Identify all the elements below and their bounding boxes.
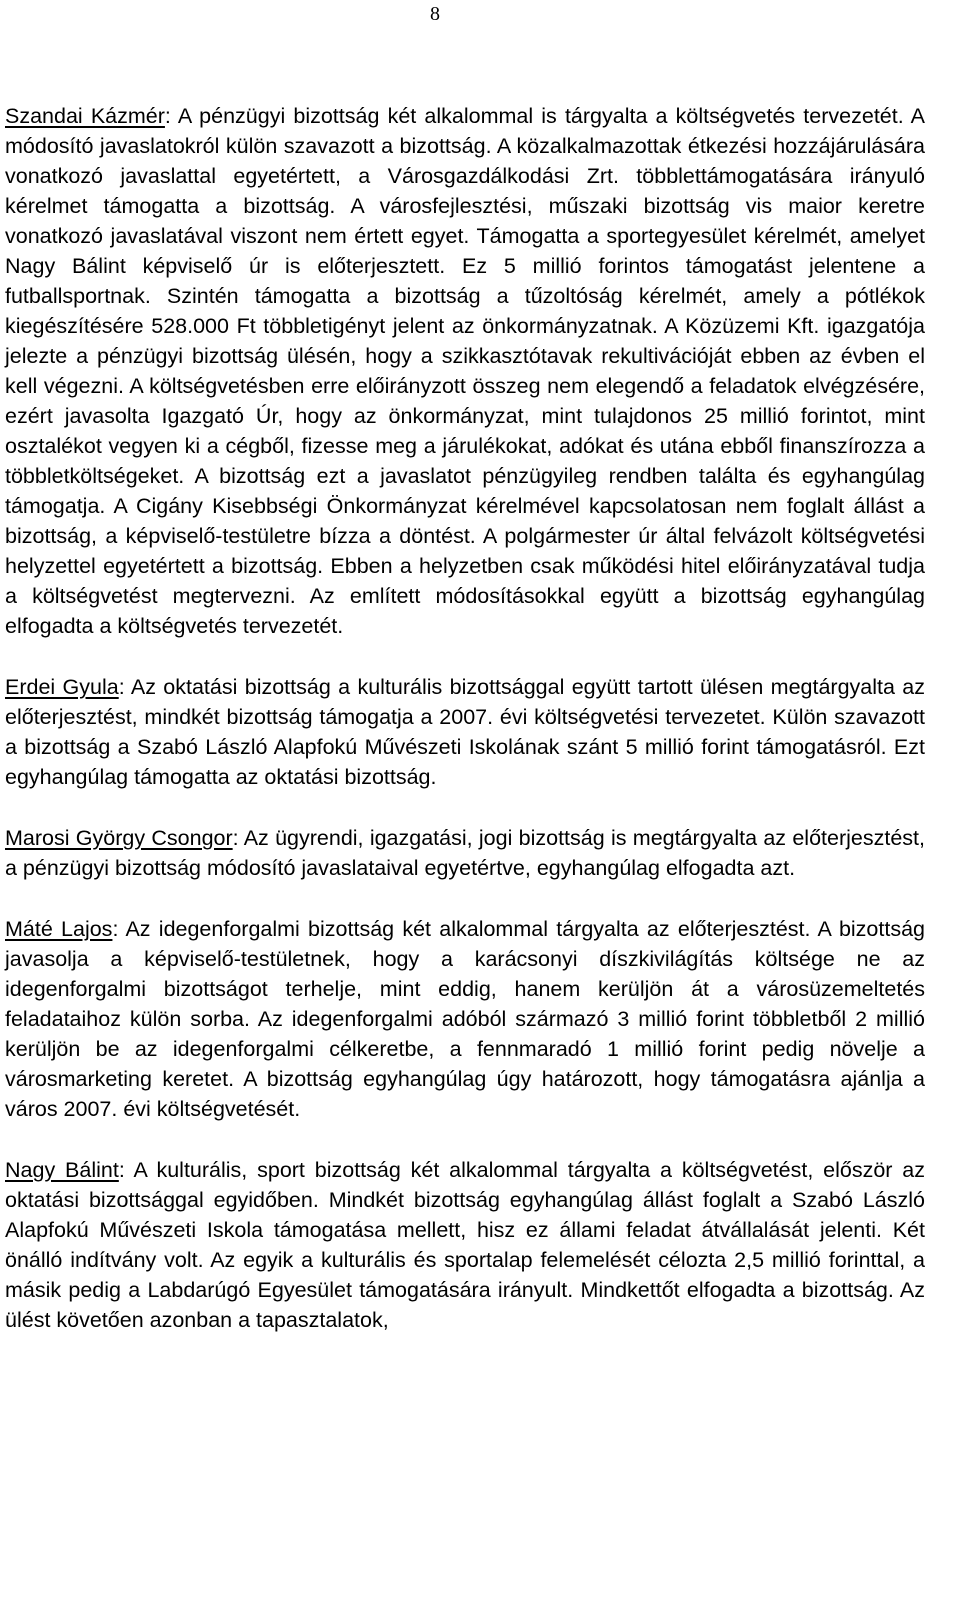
paragraph-mate-lajos <box>5 914 925 1124</box>
speaker-name: Erdei Gyula <box>5 675 119 699</box>
paragraph-szandai-kazmer <box>5 101 925 641</box>
paragraph-erdei-gyula <box>5 672 925 792</box>
paragraph-text: : Az oktatási bizottság a kulturális bizottsággal együtt tartott ülésen megtárgyalta az előterjesztést, mindkét bizottság támogatja a 2007. évi költségvetési tervezetet. Külön szavazott a bizottság a Szabó László Alapfokú Művészeti Iskolának szánt 5 millió forint támogatásról. Ezt egyhangúlag támogatta az oktatási bizottság. <box>5 675 925 789</box>
paragraph-marosi-gyorgy-csongor <box>5 823 925 883</box>
document-body <box>5 101 925 1366</box>
speaker-name: Nagy Bálint <box>5 1158 119 1182</box>
paragraph-nagy-balint <box>5 1155 925 1335</box>
paragraph-text: : Az idegenforgalmi bizottság két alkalommal tárgyalta az előterjesztést. A bizottság javasolja a képviselő-testületnek, hogy a karácsonyi díszkivilágítás költsége ne az idegenforgalmi bizottságot terhelje, mint eddig, hanem kerüljön át a városüzemeltetés feladataihoz külön sorba. Az idegenforgalmi adóból származó 3 millió forint többletből 2 millió kerüljön be az idegenforgalmi célkeretbe, a fennmaradó 1 millió forint pedig növelje a városmarketing keretet. A bizottság egyhangúlag úgy határozott, hogy támogatásra ajánlja a város 2007. évi költségvetését. <box>5 917 926 1121</box>
paragraph-text: : A kulturális, sport bizottság két alkalommal tárgyalta a költségvetést, először az oktatási bizottsággal egyidőben. Mindkét bizottság egyhangúlag állást foglalt a Szabó László Alapfokú Művészeti Iskola támogatása mellett, hisz ez állami feladat átvállalását jelenti. Két önálló indítvány volt. Az egyik a kulturális és sportalap felemelését célozta 2,5 millió forinttal, a másik pedig a Labdarúgó Egyesület támogatására irányult. Mindkettőt elfogadta a bizottság. Az ülést követően azonban a tapasztalatok, <box>5 1158 926 1332</box>
paragraph-text: : A pénzügyi bizottság két alkalommal is tárgyalta a költségvetés tervezetét. A módosító javaslatokról külön szavazott a bizottság. A közalkalmazottak étkezési hozzájárulására vonatkozó javaslattal egyetértett, a Városgazdálkodási Zrt. többlettámogatására irányuló kérelmet támogatta a bizottság. A városfejlesztési, műszaki bizottság vis maior keretre vonatkozó javaslatával viszont nem értett egyet. Támogatta a sportegyesület kérelmét, amelyet Nagy Bálint képviselő úr is előterjesztett. Ez 5 millió forintos támogatást jelentene a futballsportnak. Szintén támogatta a bizottság a tűzoltóság kérelmét, amely a pótlékok kiegészítésére 528.000 Ft többletigényt jelent az önkormányzatnak. A Közüzemi Kft. igazgatója jelezte a pénzügyi bizottság ülésén, hogy a szikkasztótavak rekultivációját ebben az évben el kell végezni. A költségvetésben erre előirányzott összeg nem elegendő a feladatok elvégzésére, ezért javasolta Igazgató Úr, hogy az önkormányzat, mint tulajdonos 25 millió forintot, mint osztalékot vegyen ki a cégből, fizesse meg a járulékokat, adókat és utána ebből finanszírozza a többletköltségeket. A bizottság ezt a javaslatot pénzügyileg rendben találta és egyhangúlag támogatja. A Cigány Kisebbségi Önkormányzat kérelmével kapcsolatosan nem foglalt állást a bizottság, a képviselő-testületre bízza a döntést. A polgármester úr által felvázolt költségvetési helyzettel egyetértett a bizottság. Ebben a helyzetben csak működési hitel előirányzatával tudja a költségvetést megtervezni. Az említett módosításokkal együtt a bizottság egyhangúlag elfogadta a költségvetés tervezetét. <box>5 104 925 638</box>
speaker-name: Máté Lajos <box>5 917 113 941</box>
speaker-name: Marosi György Csongor <box>5 826 233 850</box>
speaker-name: Szandai Kázmér <box>5 104 165 128</box>
paragraph-text: : Az ügyrendi, igazgatási, jogi bizottság is megtárgyalta az előterjesztést, a pénzügyi bizottság módosító javaslataival egyetértve, egyhangúlag elfogadta azt. <box>5 826 925 880</box>
page-number: 8 <box>430 3 440 25</box>
